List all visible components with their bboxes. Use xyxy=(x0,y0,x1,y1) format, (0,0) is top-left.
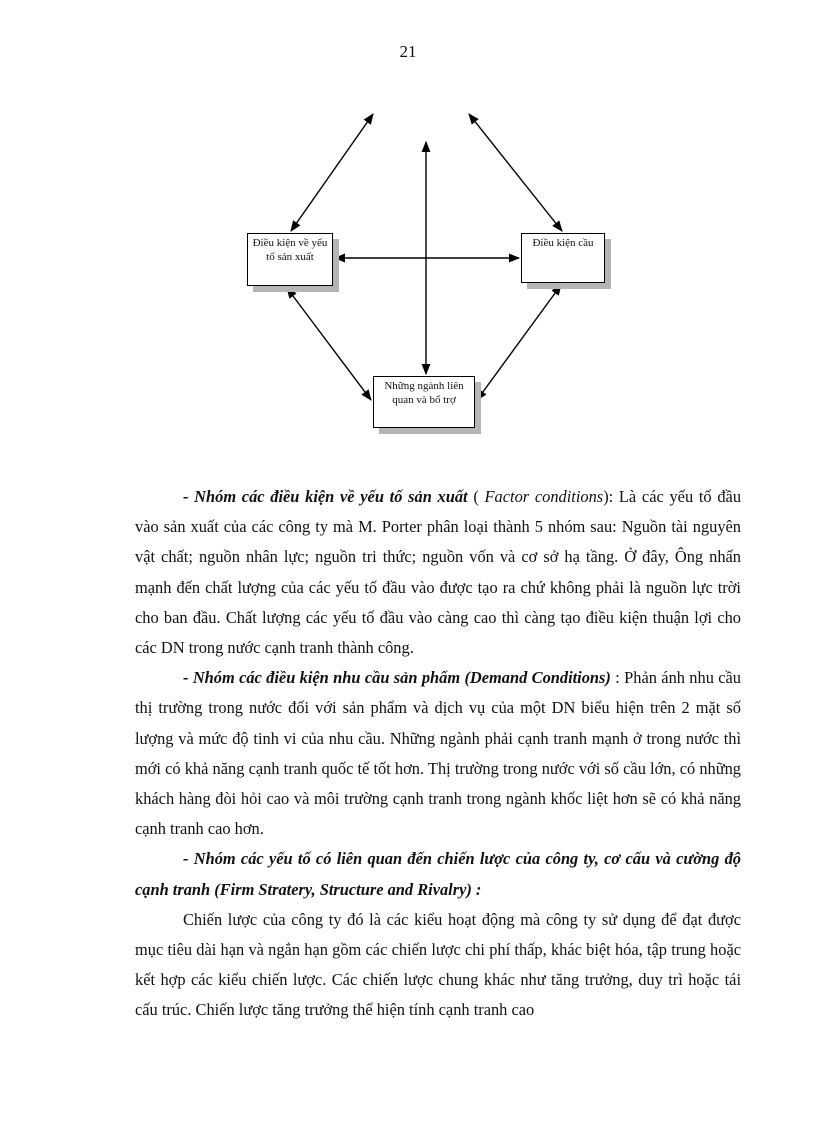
arrow-top-left-to-factor xyxy=(291,114,373,231)
heading-demand-conditions: - Nhóm các điều kiện nhu cầu sản phẩm (Demand Conditions) xyxy=(183,668,611,688)
arrow-top-right-to-demand xyxy=(469,114,562,231)
box-factor-conditions: Điều kiện về yếu tố sản xuất xyxy=(247,233,333,286)
body-demand-conditions: : Phản ánh nhu cầu thị trường trong nước đối với sản phẩm và dịch vụ của một DN biểu hiện trên 2 mặt số lượng và mức độ tinh vi của nhu cầu. Những ngành phải cạnh tranh mạnh ở trong nước thì mới có khả năng cạnh tranh quốc tế tốt hơn. Thị trường trong nước với số cầu lớn, có những khách hàng đòi hỏi cao và môi trường cạnh tranh trong ngành khốc liệt hơn sẽ có khả năng cạnh tranh cao hơn. xyxy=(135,668,741,839)
body-factor-conditions: ): Là các yếu tố đầu vào sản xuất của các công ty mà M. Porter phân loại thành 5 nhóm sau: Nguồn tài nguyên vật chất; nguồn nhân lực; nguồn tri thức; nguồn vốn và cơ sở hạ tầng. Ở đây, Ông nhấn mạnh đến chất lượng của các yếu tố đầu vào được tạo ra chứ không phải là nguồn lực trời cho ban đầu. Chất lượng các yếu tố đầu vào càng cao thì càng tạo điều kiện thuận lợi cho các DN trong nước cạnh tranh thành công. xyxy=(135,487,742,658)
page-number: 21 xyxy=(399,42,417,61)
box-related-industries: Những ngành liên quan và bổ trợ xyxy=(373,376,475,428)
paragraph-factor-conditions xyxy=(135,482,741,663)
paragraph-firm-strategy-body: Chiến lược của công ty đó là các kiểu hoạt động mà công ty sử dụng để đạt được mục tiêu dài hạn và ngắn hạn gồm các chiến lược chi phí thấp, khác biệt hóa, tập trung hoặc kết hợp các kiểu chiến lược. Các chiến lược chung khác như tăng trưởng, duy trì hoặc tái cấu trúc. Chiến lược tăng trưởng thể hiện tính cạnh tranh cao xyxy=(135,909,741,1020)
paren-open: ( xyxy=(467,487,485,506)
arrow-demand-to-related xyxy=(477,285,561,400)
heading-factor-conditions: - Nhóm các điều kiện về yếu tố sản xuất xyxy=(183,487,468,506)
porter-diamond-diagram xyxy=(0,0,816,460)
paragraph-demand-conditions xyxy=(135,663,741,844)
box-demand-conditions: Điều kiện cầu xyxy=(521,233,605,283)
heading-firm-strategy: - Nhóm các yếu tố có liên quan đến chiến lược của công ty, cơ cấu và cường độ cạnh tranh (Firm Stratery, Structure and Rivalry) : xyxy=(135,849,741,899)
arrow-factor-to-related xyxy=(287,288,371,400)
body-text xyxy=(135,482,741,1026)
paragraph-firm-strategy-heading xyxy=(135,844,741,904)
english-term-factor-conditions: Factor conditions xyxy=(484,487,604,506)
